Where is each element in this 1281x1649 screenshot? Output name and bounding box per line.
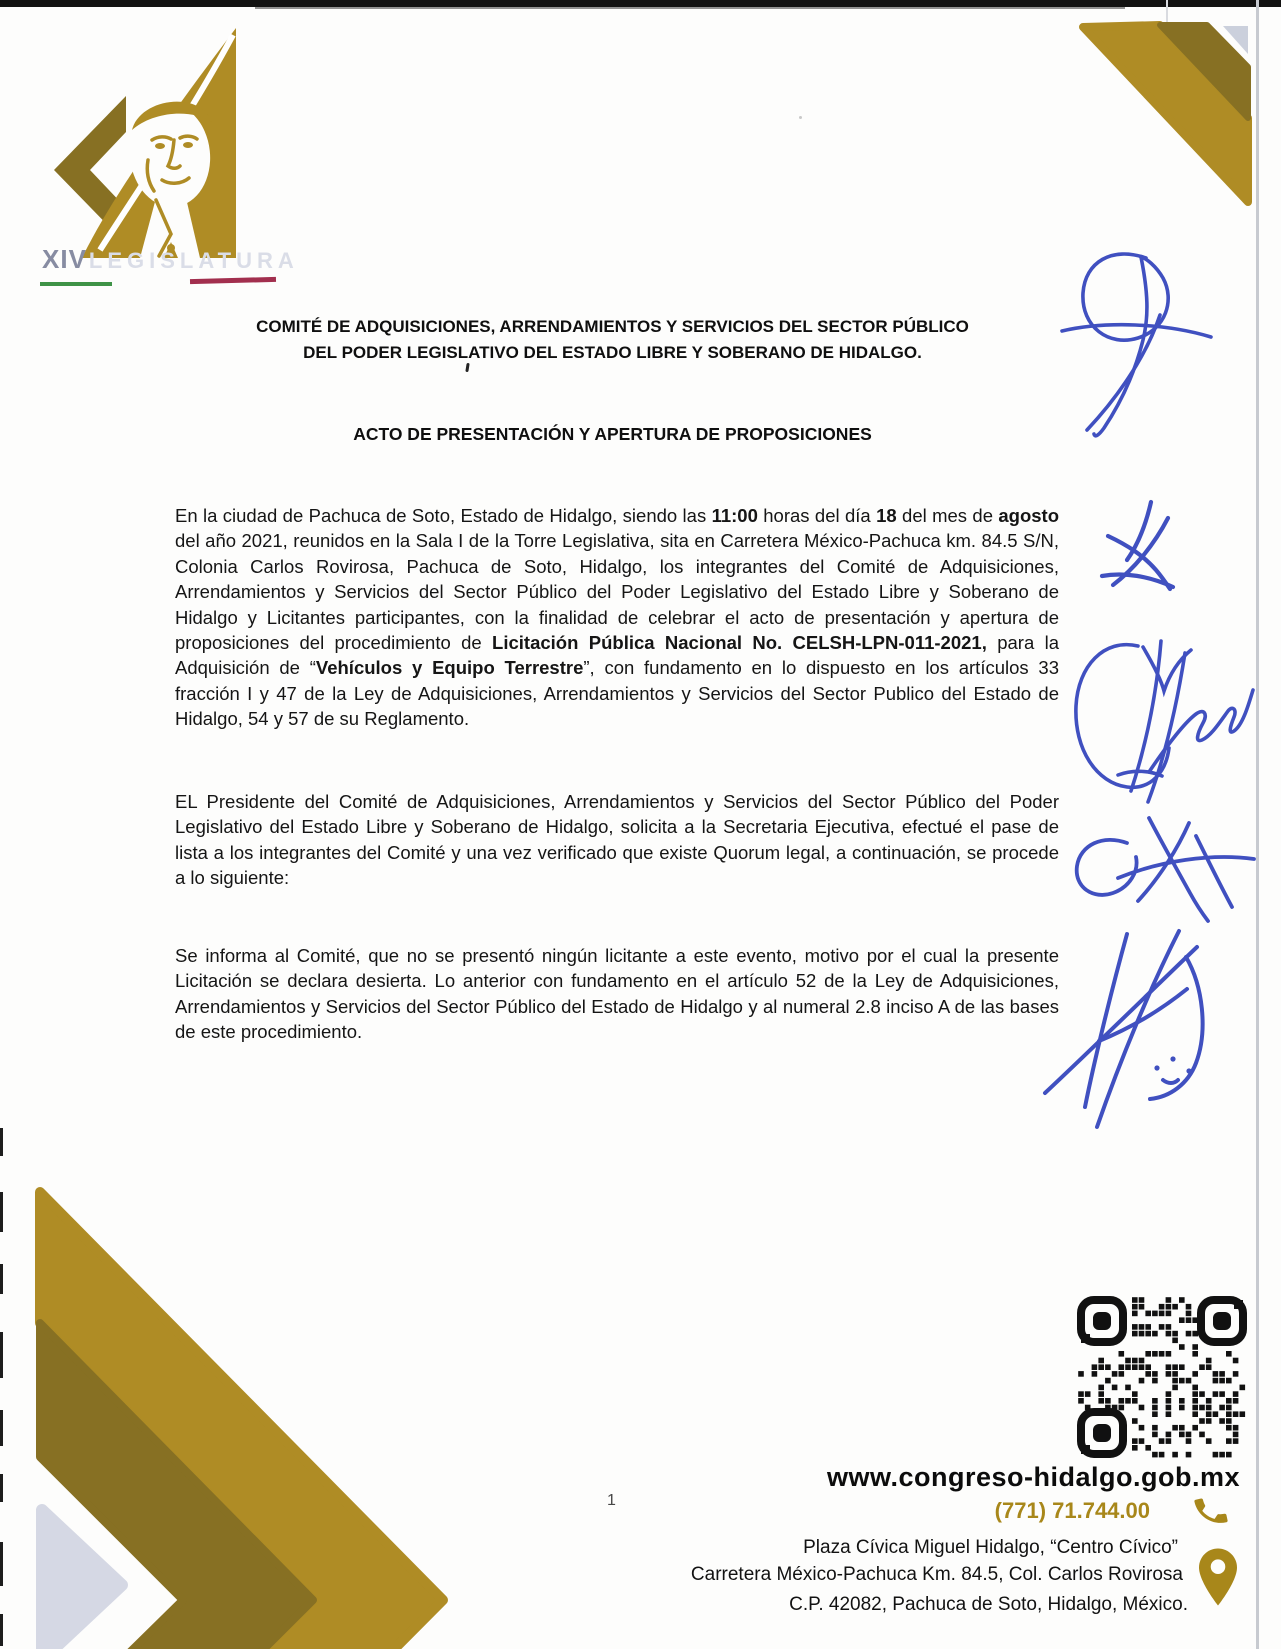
address-line-1: Plaza Cívica Miguel Hidalgo, “Centro Cívico” bbox=[803, 1537, 1178, 1558]
document-title bbox=[160, 314, 1065, 366]
paragraph-president: EL Presidente del Comité de Adquisiciones, Arrendamientos y Servicios del Sector Público del Poder Legislativo del Estado Libre y Soberano de Hidalgo, solicita a la Secretaria Ejecutiva, efectué el pase de lista a los integrantes del Comité y una vez verificado que existe Quorum legal, a continuación, se procede a lo siguiente: bbox=[175, 791, 1059, 889]
qr-finder-top-left bbox=[1081, 1300, 1123, 1343]
document-title-line2: DEL PODER LEGISLATIVO DEL ESTADO LIBRE Y SOBERANO DE HIDALGO. bbox=[303, 343, 922, 362]
legislatura-wordmark bbox=[42, 244, 299, 275]
location-pin-icon bbox=[1199, 1548, 1237, 1606]
website-url: www.congreso-hidalgo.gob.mx bbox=[826, 1462, 1240, 1492]
qr-finder-top-right bbox=[1201, 1300, 1243, 1342]
corner-chevron-decoration-top bbox=[1040, 10, 1281, 210]
signature-ink-4 bbox=[1077, 818, 1254, 921]
stray-ink-mark bbox=[465, 363, 469, 372]
legislatura-roman-numeral: XIV bbox=[42, 244, 87, 274]
document-title-line1: COMITÉ DE ADQUISICIONES, ARRENDAMIENTOS Y SERVICIOS DEL SECTOR PÚBLICO bbox=[256, 317, 969, 336]
paragraph-opening: En la ciudad de Pachuca de Soto, Estado de Hidalgo, siendo las 11:00 horas del día 18 del mes de agosto del año 2021, reunidos en la Sala I de la Torre Legislativa, sita en Carretera México-Pachuca km. 84.5 S/N, Colonia Carlos Rovirosa, Pachuca de Soto, Hidalgo, los integrantes del Comité de Adquisiciones, Arrendamientos y Servicios del Sector Público del Poder Legislativo del Estado Libre y Soberano de Hidalgo y Licitantes participantes, con la finalidad de celebrar el acto de presentación y apertura de proposiciones del procedimiento de Licitación Pública Nacional No. CELSH-LPN-011-2021, para la Adquisición de “Vehículos y Equipo Terrestre”, con fundamento en lo dispuesto en los artículos 33 fracción I y 47 de la Ley de Adquisiciones, Arrendamientos y Servicios del Sector Publico del Estado de Hidalgo, 54 y 57 de su Reglamento. bbox=[175, 505, 1060, 730]
qr-code bbox=[1077, 1296, 1247, 1458]
paragraph-declaration: Se informa al Comité, que no se presentó ningún licitante a este evento, motivo por el cual la presente Licitación se declara desierta. Lo anterior con fundamento en el artículo 52 de la Ley de Adquisiciones, Arrendamientos y Servicios del Sector Público del Estado de Hidalgo y al numeral 2.8 inciso A de las bases de este procedimiento. bbox=[175, 945, 1059, 1043]
document-subtitle: ACTO DE PRESENTACIÓN Y APERTURA DE PROPOSICIONES bbox=[353, 424, 872, 444]
legislatura-word: LEGISLATURA bbox=[88, 248, 299, 273]
signature-ink-2 bbox=[1102, 502, 1173, 589]
signature-ink-5 bbox=[1045, 931, 1203, 1127]
flag-green-line bbox=[40, 282, 112, 286]
phone-icon bbox=[1188, 1488, 1233, 1533]
phone-number: (771) 71.744.00 bbox=[994, 1498, 1150, 1523]
corner-chevron-decoration-bottom bbox=[0, 1130, 470, 1649]
signature-ink-3 bbox=[1076, 641, 1253, 802]
qr-finder-bottom-left bbox=[1081, 1412, 1123, 1454]
page-number: 1 bbox=[607, 1492, 616, 1509]
scan-artifact-speck bbox=[799, 116, 802, 119]
address-line-2: Carretera México-Pachuca Km. 84.5, Col. Carlos Rovirosa bbox=[690, 1564, 1183, 1585]
address-line-3: C.P. 42082, Pachuca de Soto, Hidalgo, México. bbox=[789, 1594, 1188, 1615]
scan-artifact-top-line bbox=[255, 7, 1125, 9]
signature-ink-1 bbox=[1062, 254, 1211, 436]
scan-artifact-top-bar bbox=[0, 0, 1281, 7]
